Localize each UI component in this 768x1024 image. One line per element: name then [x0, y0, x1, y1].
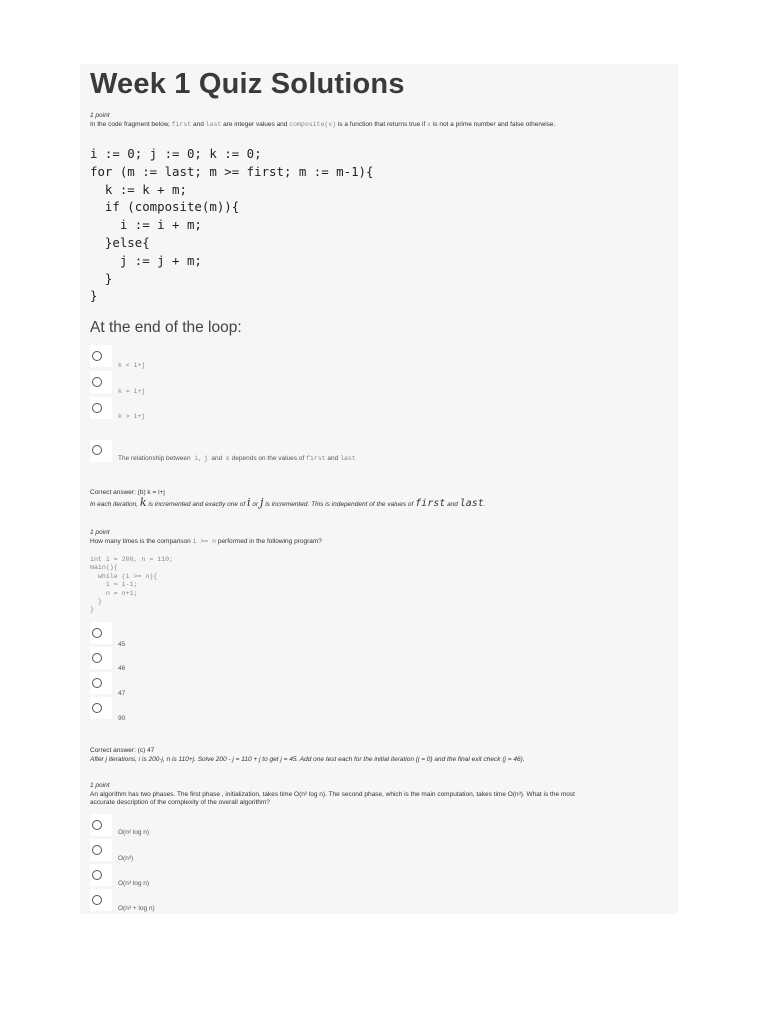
q1-option-4-text: The relationship between: [118, 455, 191, 462]
q1-option-2-label: k = i+j: [118, 388, 146, 395]
q1-explanation-text: is incremented and exactly one of: [148, 501, 246, 508]
q2-prompt-text: How many times is the comparison: [90, 538, 191, 545]
q1-answer: Correct answer: (b) k = i+j: [90, 489, 165, 496]
q1-prompt-text: is not a prime number and false otherwise.: [432, 121, 556, 128]
q1-points: 1 point: [90, 112, 110, 119]
q1-option-4-code: j: [203, 455, 208, 462]
q1-explanation-var: i: [247, 496, 251, 509]
q2-code-line: }: [90, 598, 102, 606]
q1-explanation-code: first: [415, 498, 446, 509]
q1-option-3-label: k > i+j: [118, 413, 146, 420]
q1-code-block: [90, 145, 373, 305]
q3-option-1-label: O(n² log n): [118, 829, 150, 836]
q2-code-line: while (i >= n){: [90, 572, 158, 580]
q2-option-2-label: 46: [118, 665, 126, 672]
q1-code-last: last: [205, 121, 222, 128]
q1-code-composite: composite(x): [289, 121, 337, 128]
q1-code-line: }else{: [90, 234, 150, 250]
q1-code-x: x: [427, 121, 432, 128]
q1-code-line: }: [90, 270, 113, 286]
q2-code-line: }: [90, 606, 94, 614]
q1-explanation-text: .: [483, 501, 486, 508]
q1-option-4-text: depends on the values of: [231, 455, 305, 462]
q1-option-4-text: and: [327, 455, 339, 462]
q1-option-2-radio[interactable]: [92, 377, 102, 387]
q1-explanation: [90, 496, 486, 509]
q3-option-3-label: O(n³ log n): [118, 880, 150, 887]
q1-prompt-text: and: [193, 121, 204, 128]
q1-explanation-var: k: [139, 496, 147, 509]
q3-option-4-radio[interactable]: [92, 895, 102, 905]
q1-option-3-radio[interactable]: [92, 403, 102, 413]
q3-prompt-line2: accurate description of the complexity of the overall algorithm?: [90, 799, 270, 806]
q1-code-first: first: [171, 121, 192, 128]
q2-code-line: i = i-1;: [90, 581, 138, 589]
q1-code-line: k := k + m;: [90, 181, 187, 197]
q1-code-line: }: [90, 288, 98, 304]
q2-option-1-radio[interactable]: [92, 628, 102, 638]
q1-question: At the end of the loop:: [90, 319, 242, 336]
q2-option-3-radio[interactable]: [92, 678, 102, 688]
q3-prompt-line1: An algorithm has two phases. The first phase , initialization, takes time O(n² log n). The second phase, which is the main computation, takes time O(n³). What is the most: [90, 791, 575, 798]
q1-option-4-code: last: [340, 455, 356, 462]
q1-option-4-code: k: [225, 455, 230, 462]
q1-prompt-text: are integer values and: [223, 121, 288, 128]
quiz-sheet: [80, 64, 678, 914]
q2-points: 1 point: [90, 529, 110, 536]
q1-explanation-text: is incremented. This is independent of the values of: [265, 501, 414, 508]
q1-explanation-var: j: [259, 496, 264, 509]
q3-option-1-radio[interactable]: [92, 820, 102, 830]
page-title: Week 1 Quiz Solutions: [90, 68, 405, 100]
q1-code-line: j := j + m;: [90, 252, 202, 268]
q1-explanation-text: or: [252, 501, 259, 508]
q2-code-block: [90, 556, 173, 615]
q2-explanation: After j iterations, i is 200-j, n is 110+j. Solve 200 - j = 110 + j to get j = 45. Add one test each for the initial iteration (j = 0) and the final exit check (j = 46).: [90, 756, 525, 763]
q1-prompt-text: is a function that returns true if: [337, 121, 426, 128]
q1-explanation-code: last: [459, 498, 484, 509]
q3-option-2-radio[interactable]: [92, 845, 102, 855]
q1-option-4-label: [118, 455, 356, 462]
q1-code-line: i := 0; j := 0; k := 0;: [90, 146, 262, 161]
q2-option-4-label: 90: [118, 715, 126, 722]
q1-prompt-text: In the code fragment below,: [90, 121, 170, 128]
q1-code-line: if (composite(m)){: [90, 199, 240, 215]
q1-option-1-label: k < i+j: [118, 362, 146, 369]
q2-code-line: int i = 200, n = 110;: [90, 556, 174, 563]
q2-prompt-text: performed in the following program?: [217, 538, 322, 545]
q1-explanation-text: and: [447, 501, 458, 508]
q2-option-3-label: 47: [118, 690, 126, 697]
q1-code-line: for (m := last; m >= first; m := m-1){: [90, 163, 374, 179]
q1-code-line: i := i + m;: [90, 217, 202, 233]
q1-option-1-radio[interactable]: [92, 351, 102, 361]
q2-code-cmp: i >= n: [192, 538, 217, 545]
q1-option-4-text: and: [211, 455, 223, 462]
q2-prompt: [90, 538, 322, 546]
q2-option-2-radio[interactable]: [92, 653, 102, 663]
q1-option-4-radio[interactable]: [92, 445, 102, 455]
q3-points: 1 point: [90, 782, 110, 789]
q3-option-3-radio[interactable]: [92, 870, 102, 880]
q1-option-4-code: first: [306, 455, 326, 462]
q2-option-1-label: 45: [118, 641, 126, 648]
q2-code-line: main(){: [90, 564, 118, 572]
q1-option-4-code: i,: [194, 455, 203, 462]
q2-option-4-radio[interactable]: [92, 703, 102, 713]
q3-option-2-label: O(n³): [118, 855, 134, 862]
q2-answer: Correct answer: (c) 47: [90, 747, 155, 754]
q2-code-line: n = n+1;: [90, 589, 138, 597]
q3-option-4-label: O(n³ + log n): [118, 905, 155, 912]
q1-explanation-text: In each iteration,: [90, 501, 139, 508]
q1-prompt: [90, 121, 555, 129]
